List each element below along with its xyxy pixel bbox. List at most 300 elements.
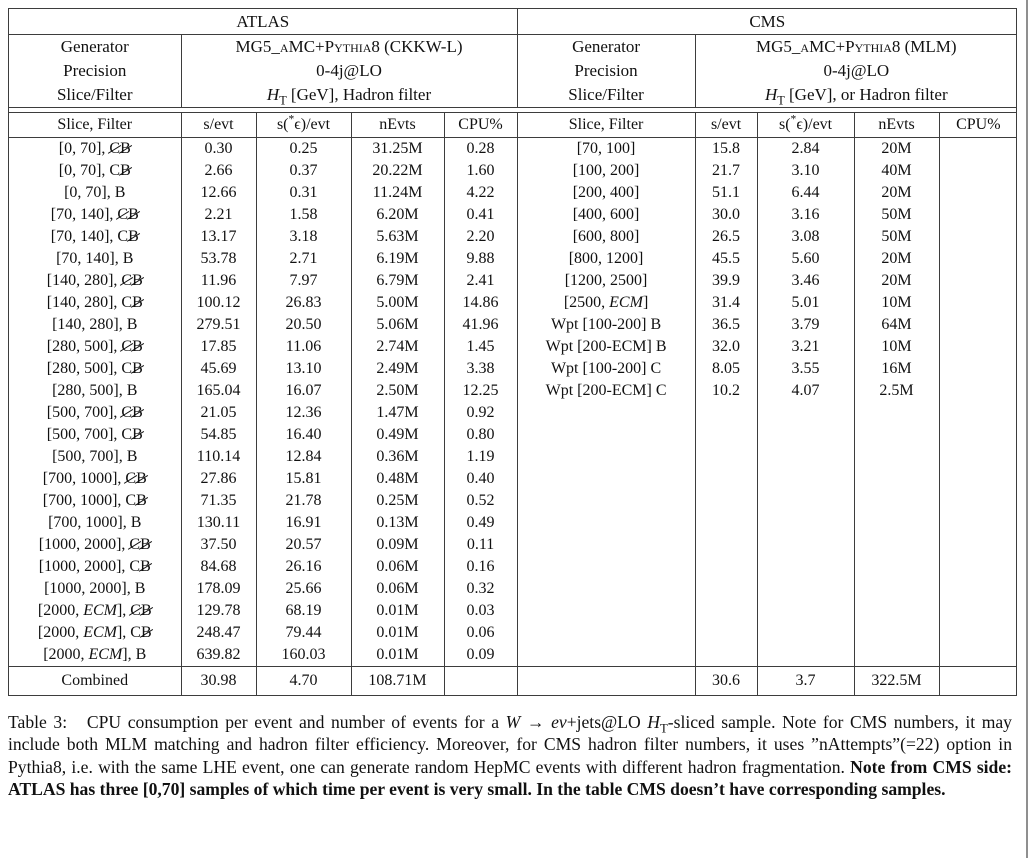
meta-label: Slice/Filter [517, 83, 695, 108]
table-row [9, 358, 1017, 380]
value-cell: 84.68 [181, 556, 256, 578]
table-row [9, 622, 1017, 644]
col-header: CPU% [939, 113, 1017, 138]
value-cell: 21.78 [256, 490, 351, 512]
slice-filter-cell: [700, 1000], CB [9, 468, 181, 490]
value-cell [939, 138, 1017, 161]
table-row [9, 490, 1017, 512]
meta-value: $H_T$ [GeV], Hadron filter [181, 83, 517, 108]
table-row [9, 160, 1017, 182]
value-cell: 3.08 [757, 226, 854, 248]
value-cell [757, 622, 854, 644]
table-row [9, 556, 1017, 578]
slice-filter-cell [517, 402, 695, 424]
value-cell: 64M [854, 314, 939, 336]
value-cell [854, 446, 939, 468]
value-cell: 14.86 [444, 292, 517, 314]
value-cell: 20M [854, 270, 939, 292]
table-row [9, 336, 1017, 358]
value-cell: 45.69 [181, 358, 256, 380]
value-cell [854, 600, 939, 622]
value-cell [757, 512, 854, 534]
combined-value-cell [939, 667, 1017, 696]
value-cell: 53.78 [181, 248, 256, 270]
slice-filter-cell: [2500, ECM] [517, 292, 695, 314]
value-cell [854, 468, 939, 490]
slice-filter-cell [517, 512, 695, 534]
table-row [9, 138, 1017, 161]
value-cell: 16M [854, 358, 939, 380]
slice-filter-cell: [1000, 2000], CB [9, 556, 181, 578]
value-cell [854, 402, 939, 424]
value-cell [939, 578, 1017, 600]
value-cell [695, 534, 757, 556]
value-cell [939, 182, 1017, 204]
value-cell: 279.51 [181, 314, 256, 336]
table-row [9, 226, 1017, 248]
value-cell: 2.5M [854, 380, 939, 402]
value-cell: 20.22M [351, 160, 444, 182]
table-row [9, 380, 1017, 402]
value-cell: 160.03 [256, 644, 351, 667]
value-cell: 0.06M [351, 556, 444, 578]
value-cell: 8.05 [695, 358, 757, 380]
combined-row [9, 667, 1017, 696]
value-cell: 30.0 [695, 204, 757, 226]
value-cell: 0.92 [444, 402, 517, 424]
value-cell: 0.09M [351, 534, 444, 556]
value-cell [939, 512, 1017, 534]
value-cell: 5.60 [757, 248, 854, 270]
meta-label: Generator [517, 35, 695, 60]
value-cell: 3.16 [757, 204, 854, 226]
value-cell [695, 512, 757, 534]
value-cell [854, 424, 939, 446]
value-cell: 639.82 [181, 644, 256, 667]
value-cell [757, 556, 854, 578]
value-cell: 0.01M [351, 644, 444, 667]
value-cell [757, 578, 854, 600]
combined-value-cell: 4.70 [256, 667, 351, 696]
slice-filter-cell: [400, 600] [517, 204, 695, 226]
value-cell: 3.79 [757, 314, 854, 336]
col-header: nEvts [854, 113, 939, 138]
value-cell: 50M [854, 204, 939, 226]
value-cell: 0.06M [351, 578, 444, 600]
value-cell: 3.38 [444, 358, 517, 380]
value-cell: 51.1 [695, 182, 757, 204]
value-cell: 26.5 [695, 226, 757, 248]
value-cell [939, 644, 1017, 667]
slice-filter-cell: [140, 280], B [9, 314, 181, 336]
value-cell: 79.44 [256, 622, 351, 644]
value-cell: 54.85 [181, 424, 256, 446]
table-row [9, 446, 1017, 468]
slice-filter-cell: [2000, ECM], CB [9, 600, 181, 622]
value-cell: 165.04 [181, 380, 256, 402]
value-cell: 31.4 [695, 292, 757, 314]
meta-label: Precision [517, 59, 695, 83]
cpu-consumption-table [8, 8, 1017, 696]
slice-filter-cell [517, 556, 695, 578]
value-cell: 1.60 [444, 160, 517, 182]
value-cell [695, 446, 757, 468]
slice-filter-cell: [0, 70], CB [9, 160, 181, 182]
value-cell: 6.20M [351, 204, 444, 226]
value-cell: 7.97 [256, 270, 351, 292]
value-cell: 178.09 [181, 578, 256, 600]
slice-filter-cell [517, 600, 695, 622]
value-cell: 1.47M [351, 402, 444, 424]
value-cell: 4.22 [444, 182, 517, 204]
table-row [9, 578, 1017, 600]
value-cell: 9.88 [444, 248, 517, 270]
meta-label: Slice/Filter [9, 83, 181, 108]
slice-filter-cell [517, 578, 695, 600]
value-cell [939, 226, 1017, 248]
col-header: s(*ϵ)/evt [757, 113, 854, 138]
value-cell [939, 336, 1017, 358]
value-cell: 1.58 [256, 204, 351, 226]
table-row [9, 292, 1017, 314]
value-cell: 10M [854, 336, 939, 358]
value-cell: 3.10 [757, 160, 854, 182]
value-cell: 5.01 [757, 292, 854, 314]
value-cell: 5.63M [351, 226, 444, 248]
col-header: s/evt [695, 113, 757, 138]
table-row [9, 534, 1017, 556]
panel-title-row [9, 9, 1017, 35]
value-cell [757, 644, 854, 667]
value-cell: 0.25 [256, 138, 351, 161]
value-cell: 110.14 [181, 446, 256, 468]
value-cell: 6.79M [351, 270, 444, 292]
value-cell: 36.5 [695, 314, 757, 336]
meta-value: MG5_aMC+Pythia8 (CKKW-L) [181, 35, 517, 60]
value-cell: 5.06M [351, 314, 444, 336]
value-cell [854, 578, 939, 600]
value-cell [695, 490, 757, 512]
slice-filter-cell: [500, 700], B [9, 446, 181, 468]
col-header: s/evt [181, 113, 256, 138]
value-cell: 1.19 [444, 446, 517, 468]
value-cell [695, 578, 757, 600]
table-row [9, 204, 1017, 226]
slice-filter-cell: [500, 700], CB [9, 402, 181, 424]
value-cell: 6.44 [757, 182, 854, 204]
value-cell: 16.07 [256, 380, 351, 402]
value-cell: 0.25M [351, 490, 444, 512]
value-cell [854, 490, 939, 512]
col-header: Slice, Filter [9, 113, 181, 138]
panel-title-atlas: ATLAS [9, 9, 517, 35]
value-cell: 0.80 [444, 424, 517, 446]
value-cell [757, 402, 854, 424]
value-cell [939, 380, 1017, 402]
caption-text: Table 3: CPU consumption per event and number of events for a W → eν+jets@LO $H_T$-sliced sample. Note for CMS numbers, it may include both MLM matching and hadron filter efficiency. Moreover, for CMS hadron filter numbers, it uses ”nAttempts”(=22) option in Pythia8, i.e. with the same LHE event, one can generate random HepMC events with different hadron fragmentation. [8, 712, 1012, 777]
slice-filter-cell [517, 534, 695, 556]
slice-filter-cell: [800, 1200] [517, 248, 695, 270]
value-cell: 39.9 [695, 270, 757, 292]
slice-filter-cell: [200, 400] [517, 182, 695, 204]
value-cell: 20.50 [256, 314, 351, 336]
value-cell [854, 556, 939, 578]
value-cell [939, 490, 1017, 512]
value-cell [695, 424, 757, 446]
slice-filter-cell: [1000, 2000], CB [9, 534, 181, 556]
table-row [9, 248, 1017, 270]
value-cell: 2.20 [444, 226, 517, 248]
slice-filter-cell [517, 490, 695, 512]
meta-value: 0-4j@LO [823, 61, 890, 80]
slice-filter-cell: [500, 700], CB [9, 424, 181, 446]
value-cell [939, 446, 1017, 468]
value-cell: 16.91 [256, 512, 351, 534]
value-cell: 3.46 [757, 270, 854, 292]
value-cell: 10.2 [695, 380, 757, 402]
value-cell [939, 468, 1017, 490]
value-cell: 71.35 [181, 490, 256, 512]
value-cell: 16.40 [256, 424, 351, 446]
value-cell: 2.66 [181, 160, 256, 182]
value-cell: 15.81 [256, 468, 351, 490]
slice-filter-cell [517, 468, 695, 490]
value-cell [939, 292, 1017, 314]
combined-value-cell: 108.71M [351, 667, 444, 696]
value-cell: 10M [854, 292, 939, 314]
value-cell: 0.52 [444, 490, 517, 512]
slice-filter-cell: [140, 280], CB [9, 292, 181, 314]
slice-filter-cell [517, 424, 695, 446]
value-cell: 0.01M [351, 600, 444, 622]
value-cell: 12.66 [181, 182, 256, 204]
value-cell: 4.07 [757, 380, 854, 402]
combined-value-cell: 30.6 [695, 667, 757, 696]
value-cell [757, 446, 854, 468]
slice-filter-row [9, 83, 1017, 108]
slice-filter-cell [517, 446, 695, 468]
value-cell: 129.78 [181, 600, 256, 622]
value-cell [939, 248, 1017, 270]
value-cell [695, 556, 757, 578]
meta-value: $H_T$ [GeV], or Hadron filter [695, 83, 1017, 108]
value-cell: 0.28 [444, 138, 517, 161]
column-header-row [9, 113, 1017, 138]
value-cell: 0.30 [181, 138, 256, 161]
slice-filter-cell: [2000, ECM], B [9, 644, 181, 667]
combined-label-cell [517, 667, 695, 696]
table-row [9, 600, 1017, 622]
slice-filter-cell: Wpt [200-ECM] B [517, 336, 695, 358]
value-cell: 2.84 [757, 138, 854, 161]
slice-filter-cell: [1200, 2500] [517, 270, 695, 292]
meta-value: 0-4j@LO [181, 59, 517, 83]
value-cell: 2.21 [181, 204, 256, 226]
value-cell [757, 534, 854, 556]
value-cell: 12.36 [256, 402, 351, 424]
meta-label: Precision [9, 59, 181, 83]
value-cell: 37.50 [181, 534, 256, 556]
generator-row [9, 35, 1017, 60]
slice-filter-cell: [140, 280], CB [9, 270, 181, 292]
value-cell: 27.86 [181, 468, 256, 490]
value-cell: 100.12 [181, 292, 256, 314]
value-cell: 0.09 [444, 644, 517, 667]
col-header: nEvts [351, 113, 444, 138]
value-cell [939, 622, 1017, 644]
panel-title-cms: CMS [517, 9, 1017, 35]
value-cell: 50M [854, 226, 939, 248]
table-row [9, 468, 1017, 490]
col-header: s(*ϵ)/evt [256, 113, 351, 138]
value-cell [854, 534, 939, 556]
value-cell: 13.10 [256, 358, 351, 380]
slice-filter-cell: Wpt [100-200] B [517, 314, 695, 336]
col-header: CPU% [444, 113, 517, 138]
value-cell: 2.71 [256, 248, 351, 270]
slice-filter-cell: [70, 100] [517, 138, 695, 161]
value-cell [939, 204, 1017, 226]
slice-filter-cell: [280, 500], CB [9, 336, 181, 358]
value-cell: 31.25M [351, 138, 444, 161]
slice-filter-cell: [1000, 2000], B [9, 578, 181, 600]
slice-filter-cell: [600, 800] [517, 226, 695, 248]
value-cell: 2.74M [351, 336, 444, 358]
value-cell: 0.01M [351, 622, 444, 644]
value-cell: 0.41 [444, 204, 517, 226]
value-cell [939, 600, 1017, 622]
value-cell: 20.57 [256, 534, 351, 556]
value-cell: 26.83 [256, 292, 351, 314]
value-cell [939, 534, 1017, 556]
value-cell: 0.03 [444, 600, 517, 622]
value-cell: 0.31 [256, 182, 351, 204]
combined-value-cell: 30.98 [181, 667, 256, 696]
value-cell: 0.48M [351, 468, 444, 490]
value-cell [939, 424, 1017, 446]
value-cell: 6.19M [351, 248, 444, 270]
value-cell: 0.06 [444, 622, 517, 644]
value-cell: 11.96 [181, 270, 256, 292]
value-cell: 20M [854, 182, 939, 204]
value-cell: 248.47 [181, 622, 256, 644]
value-cell [939, 358, 1017, 380]
value-cell [757, 468, 854, 490]
value-cell: 13.17 [181, 226, 256, 248]
col-header: Slice, Filter [517, 113, 695, 138]
value-cell: 0.40 [444, 468, 517, 490]
precision-row [9, 59, 1017, 83]
value-cell: 11.06 [256, 336, 351, 358]
value-cell: 0.16 [444, 556, 517, 578]
value-cell: 2.49M [351, 358, 444, 380]
slice-filter-cell [517, 622, 695, 644]
value-cell [695, 622, 757, 644]
value-cell [939, 402, 1017, 424]
slice-filter-cell: Wpt [100-200] C [517, 358, 695, 380]
value-cell [695, 644, 757, 667]
value-cell: 12.84 [256, 446, 351, 468]
value-cell [854, 622, 939, 644]
table-3 [9, 9, 1017, 695]
meta-label: Generator [9, 35, 181, 60]
caption-bold-note: Note from CMS side: ATLAS has three [0,70] samples of which time per event is very small. In the table CMS doesn’t have corresponding samples. [8, 756, 1013, 800]
value-cell [757, 490, 854, 512]
value-cell [939, 314, 1017, 336]
slice-filter-cell: [70, 140], B [9, 248, 181, 270]
value-cell: 2.41 [444, 270, 517, 292]
value-cell: 0.13M [351, 512, 444, 534]
value-cell [695, 600, 757, 622]
slice-filter-cell: [280, 500], B [9, 380, 181, 402]
value-cell: 15.8 [695, 138, 757, 161]
value-cell [939, 270, 1017, 292]
value-cell [854, 512, 939, 534]
value-cell: 0.36M [351, 446, 444, 468]
slice-filter-cell [517, 644, 695, 667]
data-rows [9, 138, 1017, 667]
slice-filter-cell: [280, 500], CB [9, 358, 181, 380]
slice-filter-cell: [0, 70], CB [9, 138, 181, 161]
value-cell: 41.96 [444, 314, 517, 336]
table-row [9, 182, 1017, 204]
combined-value-cell: 322.5M [854, 667, 939, 696]
value-cell: 0.49 [444, 512, 517, 534]
page-edge-line [1026, 0, 1028, 858]
value-cell: 12.25 [444, 380, 517, 402]
value-cell: 32.0 [695, 336, 757, 358]
value-cell: 5.00M [351, 292, 444, 314]
table-row [9, 314, 1017, 336]
combined-label-cell: Combined [9, 667, 181, 696]
slice-filter-cell: [70, 140], CB [9, 204, 181, 226]
value-cell [757, 600, 854, 622]
value-cell [939, 556, 1017, 578]
value-cell [695, 468, 757, 490]
value-cell: 0.32 [444, 578, 517, 600]
slice-filter-cell: [70, 140], CB [9, 226, 181, 248]
value-cell: 40M [854, 160, 939, 182]
value-cell: 68.19 [256, 600, 351, 622]
combined-value-cell [444, 667, 517, 696]
value-cell [854, 644, 939, 667]
slice-filter-cell: [2000, ECM], CB [9, 622, 181, 644]
value-cell: 130.11 [181, 512, 256, 534]
value-cell: 20M [854, 138, 939, 161]
value-cell: 1.45 [444, 336, 517, 358]
value-cell: 25.66 [256, 578, 351, 600]
value-cell: 17.85 [181, 336, 256, 358]
value-cell: 26.16 [256, 556, 351, 578]
value-cell: 20M [854, 248, 939, 270]
table-row [9, 402, 1017, 424]
value-cell: 0.49M [351, 424, 444, 446]
value-cell: 3.55 [757, 358, 854, 380]
table-row [9, 424, 1017, 446]
slice-filter-cell: [100, 200] [517, 160, 695, 182]
slice-filter-cell: [0, 70], B [9, 182, 181, 204]
combined-row-container [9, 667, 1017, 696]
slice-filter-cell: Wpt [200-ECM] C [517, 380, 695, 402]
value-cell: 2.50M [351, 380, 444, 402]
value-cell: 21.05 [181, 402, 256, 424]
value-cell [757, 424, 854, 446]
table-row [9, 644, 1017, 667]
table-row [9, 270, 1017, 292]
combined-value-cell: 3.7 [757, 667, 854, 696]
value-cell: 3.21 [757, 336, 854, 358]
value-cell: 0.11 [444, 534, 517, 556]
